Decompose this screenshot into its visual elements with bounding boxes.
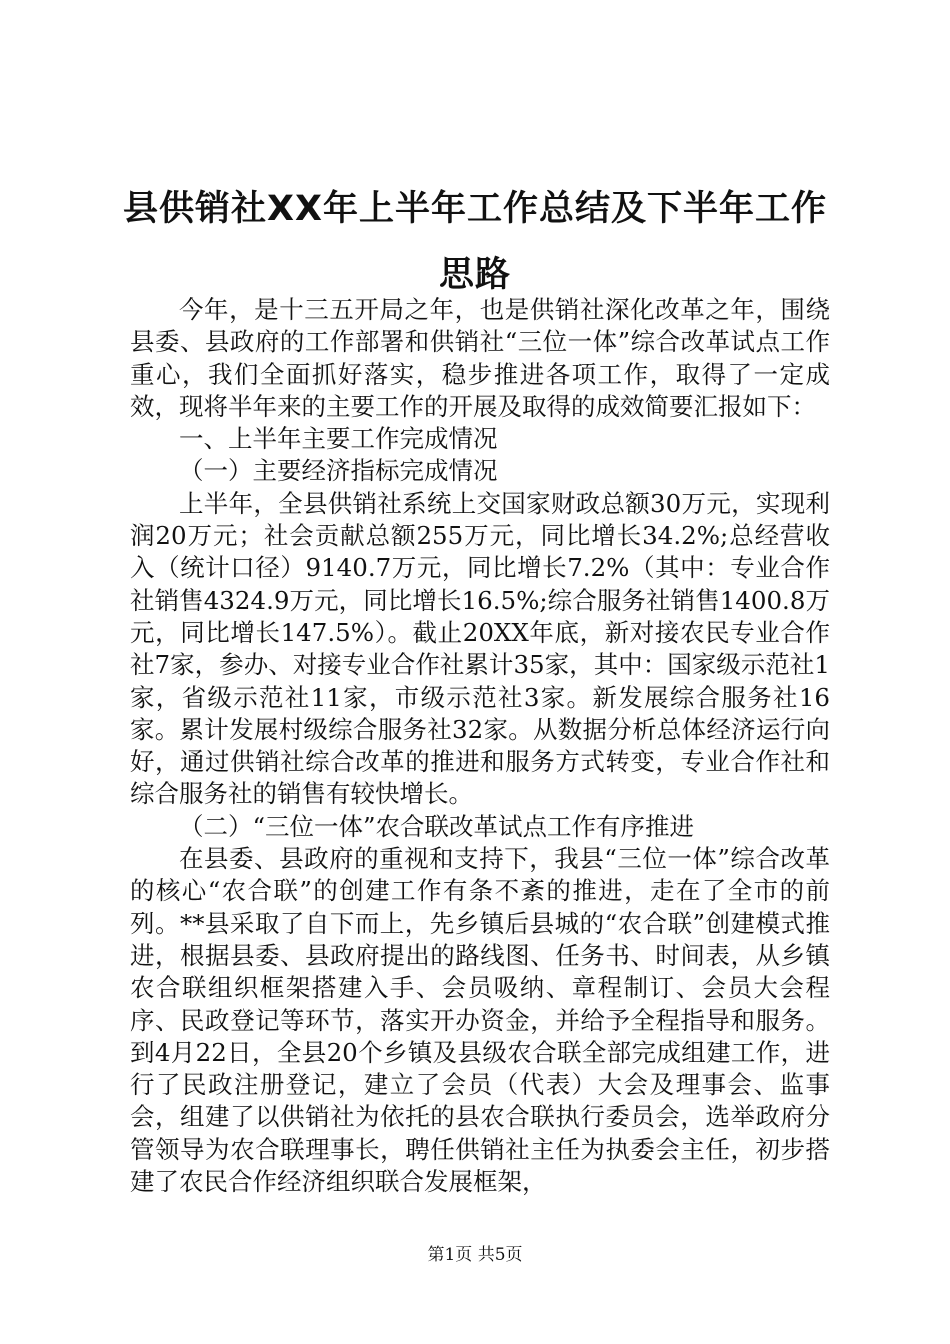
subsection-heading-1: （一）主要经济指标完成情况 [179, 456, 498, 486]
economic-indicators-paragraph: 上半年，全县供销社系统上交国家财政总额30万元，实现利润20万元；社会贡献总额255万元，同比增长34.2%;总经营收入（统计口径）9140.7万元，同比增长7.2%（其中：专业合作社销售4324.9万元，同比增长16.5%;综合服务社销售1400.8万元，同比增长147.5%）。截止20XX年底，新对接农民专业合作社7家，参办、对接专业合作社累计35家，其中：国家级示范社1家，省级示范社11家，市级示范社3家。新发展综合服务社16家。累计发展村级综合服务社32家。从数据分析总体经济运行向好，通过供销社综合改革的推进和服务方式转变，专业合作社和综合服务社的销售有较快增长。 [130, 488, 830, 809]
page-footer: 第1页 共5页 [427, 1245, 523, 1265]
reform-pilot-paragraph: 在县委、县政府的重视和支持下，我县“三位一体”综合改革的核心“农合联”的创建工作有条不紊的推进，走在了全市的前列。**县采取了自下而上，先乡镇后县城的“农合联”创建模式推进，根据县委、县政府提出的路线图、任务书、时间表，从乡镇农合联组织框架搭建入手、会员吸纳、章程制订、会员大会程序、民政登记等环节，落实开办资金，并给予全程指导和服务。到4月22日，全县20个乡镇及县级农合联全部完成组建工作，进行了民政注册登记，建立了会员（代表）大会及理事会、监事会，组建了以供销社为依托的县农合联执行委员会，选举政府分管领导为农合联理事长，聘任供销社主任为执委会主任，初步搭建了农民合作经济组织联合发展框架， [130, 844, 830, 1197]
subsection-heading-2: （二）“三位一体”农合联改革试点工作有序推进 [179, 811, 695, 841]
intro-paragraph: 今年，是十三五开局之年，也是供销社深化改革之年，围绕县委、县政府的工作部署和供销社“三位一体”综合改革试点工作重心，我们全面抓好落实，稳步推进各项工作，取得了一定成效，现将半年来的主要工作的开展及取得的成效简要汇报如下： [130, 295, 830, 421]
document-title: 县供销社XX年上半年工作总结及下半年工作思路 [123, 189, 827, 295]
document-body [130, 294, 830, 1198]
section-heading-1: 一、上半年主要工作完成情况 [179, 424, 498, 454]
